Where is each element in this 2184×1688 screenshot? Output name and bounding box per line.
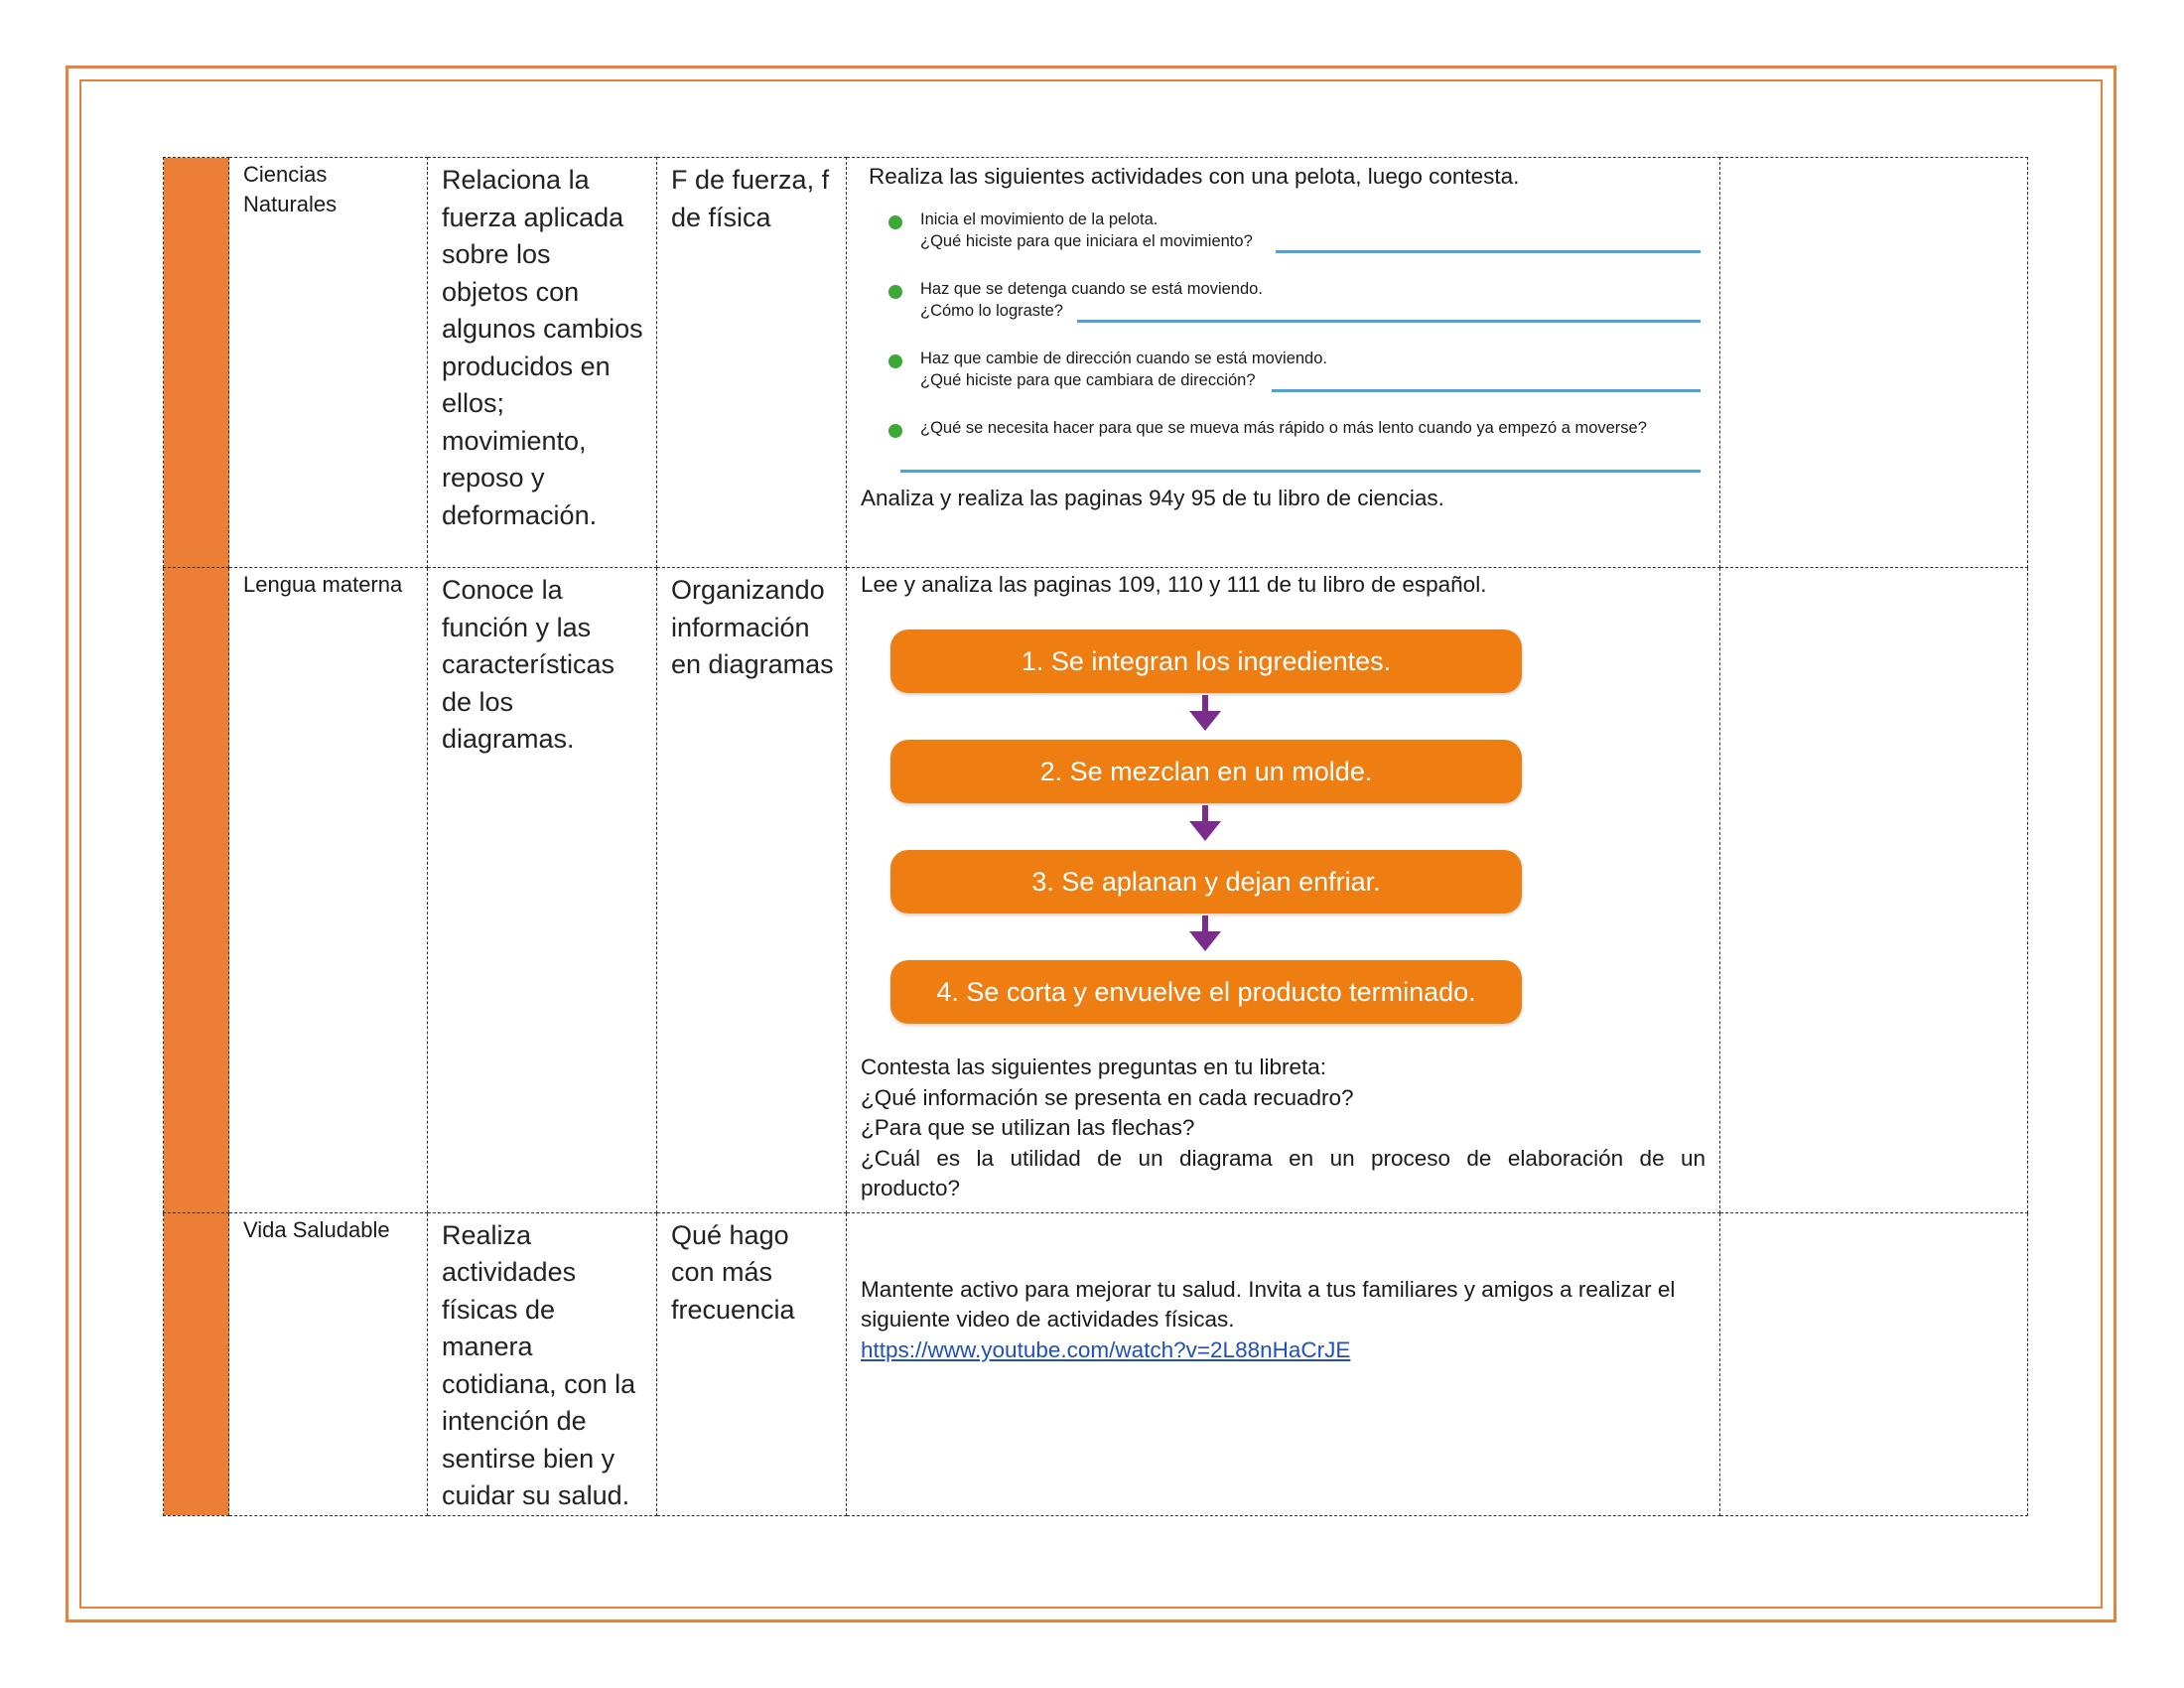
question-instruction: Haz que se detenga cuando se está moviendo. [920, 280, 1263, 298]
activity-text: Mantente activo para mejorar tu salud. Invita a tus familiares y amigos a realizar el siguiente video de actividades físicas. [861, 1276, 1676, 1332]
question-prompt: ¿Qué hiciste para que cambiara de dirección? [920, 371, 1256, 389]
question-text: ¿Para que se utilizan las flechas? [861, 1115, 1195, 1140]
down-arrow-icon [1185, 695, 1225, 735]
subject-label: Vida Saludable [243, 1216, 390, 1242]
learning-cell [428, 568, 657, 1213]
question-item [879, 206, 1706, 275]
green-bullet-icon [888, 424, 902, 438]
topic-text: Organizando información en diagramas [671, 575, 834, 679]
subject-cell [229, 568, 428, 1213]
question-item [879, 414, 1706, 476]
activity-closing: Analiza y realiza las paginas 94y 95 de tu libro de ciencias. [861, 486, 1444, 510]
questions-block [861, 1053, 1706, 1204]
activity-intro: Realiza las siguientes actividades con una pelota, luego contesta. [869, 164, 1520, 189]
learning-cell [428, 158, 657, 568]
question-prompt: ¿Cómo lo lograste? [920, 302, 1063, 320]
down-arrow-icon [1185, 805, 1225, 845]
question-item [879, 345, 1706, 414]
subject-label: Ciencias Naturales [243, 162, 338, 216]
topic-cell [657, 568, 847, 1213]
topic-cell [657, 1212, 847, 1515]
question-text: producto? [861, 1176, 961, 1200]
table-row-ciencias [164, 158, 2028, 568]
notes-cell [1720, 1212, 2028, 1515]
subject-cell [229, 1212, 428, 1515]
answer-line[interactable] [1272, 389, 1701, 392]
question-item [879, 275, 1706, 345]
green-bullet-icon [888, 354, 902, 368]
topic-cell [657, 158, 847, 568]
diagram-step: 2. Se mezclan en un molde. [890, 740, 1522, 803]
activity-text-block [861, 1275, 1706, 1366]
activity-intro: Lee y analiza las paginas 109, 110 y 111 de tu libro de español. [861, 572, 1487, 597]
question-prompt: ¿Qué hiciste para que iniciara el movimiento? [920, 232, 1253, 250]
notes-cell [1720, 568, 2028, 1213]
table-row-vida [164, 1212, 2028, 1515]
question-instruction: Haz que cambie de dirección cuando se está moviendo. [920, 350, 1327, 367]
green-bullet-icon [888, 215, 902, 229]
down-arrow-icon [1185, 915, 1225, 955]
row-color-bar [164, 158, 229, 568]
diagram-step: 4. Se corta y envuelve el producto terminado. [890, 960, 1522, 1024]
topic-text: F de fuerza, f de física [671, 165, 830, 232]
activity-cell [847, 568, 1720, 1213]
learning-text: Relaciona la fuerza aplicada sobre los objetos con algunos cambios producidos en ellos; movimiento, reposo y deformación. [442, 165, 643, 530]
question-prompt: ¿Qué se necesita hacer para que se mueva más rápido o más lento cuando ya empezó a moverse? [920, 419, 1647, 437]
question-instruction: Inicia el movimiento de la pelota. [920, 211, 1159, 228]
learning-cell [428, 1212, 657, 1515]
question-text: ¿Cuál es la utilidad de un diagrama en un proceso de elaboración de un [861, 1145, 1706, 1171]
diagram-step: 1. Se integran los ingredientes. [890, 630, 1522, 693]
answer-line[interactable] [900, 470, 1701, 473]
subject-cell [229, 158, 428, 568]
green-bullet-icon [888, 285, 902, 299]
answer-line[interactable] [1276, 250, 1701, 253]
learning-text: Conoce la función y las características de los diagramas. [442, 575, 615, 754]
diagram-step: 3. Se aplanan y dejan enfriar. [890, 850, 1522, 914]
row-color-bar [164, 568, 229, 1213]
table-row-lengua [164, 568, 2028, 1213]
subject-label: Lengua materna [243, 572, 403, 597]
lesson-plan-table [163, 157, 2028, 1516]
topic-text: Qué hago con más frecuencia [671, 1219, 795, 1325]
row-color-bar [164, 1212, 229, 1515]
question-text: ¿Qué información se presenta en cada recuadro? [861, 1084, 1354, 1110]
notes-cell [1720, 158, 2028, 568]
activity-cell [847, 1212, 1720, 1515]
answer-line[interactable] [1077, 320, 1701, 323]
youtube-video-link[interactable]: https://www.youtube.com/watch?v=2L88nHaCrJE [861, 1336, 1351, 1362]
learning-text: Realiza actividades físicas de manera cotidiana, con la intención de sentirse bien y cuidar su salud. [442, 1219, 636, 1510]
questions-intro: Contesta las siguientes preguntas en tu libreta: [861, 1055, 1327, 1079]
activity-cell [847, 158, 1720, 568]
process-diagram [861, 618, 1706, 1045]
